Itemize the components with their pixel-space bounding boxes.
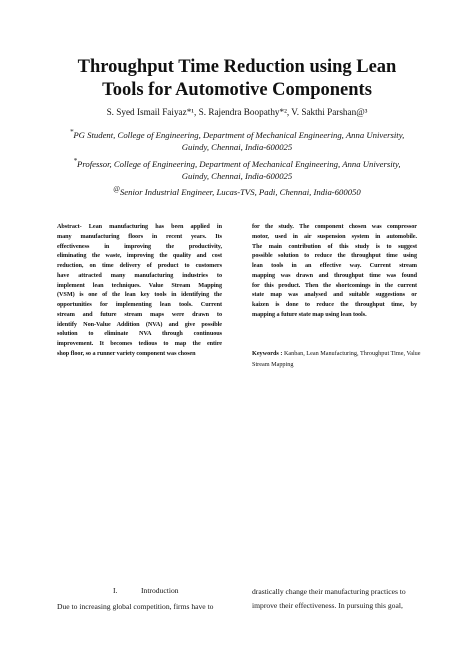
abstract-line: lean tools in an effective way. Current stream bbox=[252, 262, 417, 269]
abstract-line: (VSM) is one of the lean key tools in identifying the bbox=[57, 291, 222, 299]
title-line-1: Throughput Time Reduction using Lean bbox=[77, 57, 397, 77]
affiliation-mark: @ bbox=[113, 185, 120, 193]
section-number: I. bbox=[113, 586, 118, 595]
section-title: Introduction bbox=[141, 586, 179, 595]
author-list: S. Syed Ismail Faiyaz*¹, S. Rajendra Boopathy*², V. Sakthi Parshan@³ bbox=[106, 107, 368, 117]
text-line: drastically change their manufacturing practices to bbox=[252, 587, 406, 596]
paper-title bbox=[40, 56, 434, 102]
affiliation-3 bbox=[62, 183, 412, 198]
abstract-line: kaizen is done to reduce the throughput time, by bbox=[252, 301, 417, 308]
keywords-label: Keywords : bbox=[252, 350, 283, 357]
affiliation-line: Professor, College of Engineering, Department of Mechanical Engineering, Anna University, bbox=[77, 158, 401, 169]
abstract-line: reduction, on time delivery of product to customers bbox=[57, 262, 222, 269]
abstract-left-column bbox=[57, 222, 222, 359]
abstract-line: eliminating the waste, improving the quality and cost bbox=[57, 252, 222, 260]
abstract-line: stream and future stream maps were drawn to bbox=[57, 310, 222, 318]
affiliation-line: Guindy, Chennai, India-600025 bbox=[181, 142, 293, 153]
affiliation-mark: * bbox=[69, 128, 74, 136]
keywords-text: Kanban, Lean Manufacturing, Throughput Time, Value Stream Mapping bbox=[252, 350, 421, 368]
introduction-left-text: Due to increasing global competition, firms have to bbox=[57, 602, 214, 611]
abstract-line: have attracted many manufacturing industries to bbox=[57, 271, 222, 279]
text-line: improve their effectiveness. In pursuing this goal, bbox=[252, 601, 403, 610]
affiliation-mark: * bbox=[73, 157, 78, 165]
abstract-line: Abstract- Lean manufacturing has been applied in bbox=[57, 223, 222, 230]
abstract-line: opportunities for implementing lean tools. Current bbox=[57, 301, 222, 308]
affiliation-1 bbox=[62, 126, 412, 154]
affiliation-line: Guindy, Chennai, India-600025 bbox=[181, 171, 293, 182]
abstract-line: mapping was drawn and throughput time was found bbox=[252, 271, 417, 279]
abstract-line: solution to eliminate NVA through continuous bbox=[57, 330, 222, 338]
abstract-line: improvement. It becomes tedious to map the entire bbox=[57, 340, 222, 347]
introduction-right-text bbox=[252, 585, 422, 613]
abstract-line: implement lean techniques. Value Stream Mapping bbox=[57, 281, 222, 289]
affiliation-line: PG Student, College of Engineering, Department of Mechanical Engineering, Anna University, bbox=[73, 129, 405, 140]
abstract-line: effectiveness in improving the productivity, bbox=[57, 242, 222, 250]
abstract-line: for the study. The component chosen was compressor bbox=[252, 223, 417, 230]
affiliation-2 bbox=[62, 155, 412, 183]
abstract-line: many manufacturing floors in recent years. Its bbox=[57, 232, 222, 240]
abstract-line: The main contribution of this study is to suggest bbox=[252, 242, 417, 250]
abstract-line: motor, used in air suspension system in automobile. bbox=[252, 232, 417, 240]
keywords bbox=[252, 349, 422, 370]
abstract-line: mapping a future state map using lean tools. bbox=[252, 310, 367, 318]
abstract-line: for this product. Then the shortcomings in the current bbox=[252, 281, 417, 289]
abstract-line: possible solution to reduce the throughput time using bbox=[252, 252, 417, 260]
abstract-line: state map was analysed and suitable suggestions or bbox=[252, 291, 417, 299]
abstract-right-column bbox=[252, 222, 417, 320]
affiliation-line: Senior Industrial Engineer, Lucas-TVS, Padi, Chennai, India-600050 bbox=[119, 186, 361, 197]
title-line-2: Tools for Automotive Components bbox=[102, 80, 372, 100]
abstract-line: identify Non-Value Addition (NVA) and give possible bbox=[57, 320, 222, 328]
abstract-line: shop floor, so a runner variety component was chosen bbox=[57, 349, 196, 357]
